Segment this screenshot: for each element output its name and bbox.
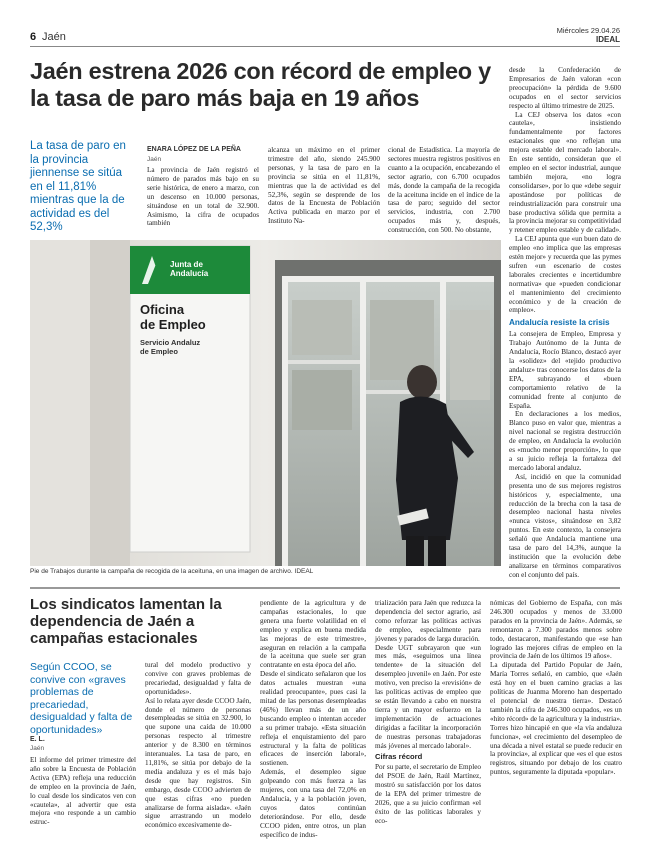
sign-brand: Junta de Andalucía	[170, 260, 209, 278]
paragraph: Así, incidió en que la comunidad presenta uno de sus mejores registros históricos y, especialmente, una reducción de la brecha con la tasa de desempleo nacional hasta niveles «nunca vistos», situándose en 3,82 puntos. En este contexto, la consejera señaló que Andalucía mantiene una tasa de paro del 14,3%, aunque la institución que la evolución debe analizarse en términos comparativos con el conjunto del país.	[509, 472, 621, 579]
article-headline: Jaén estrena 2026 con récord de empleo y la tasa de paro más baja en 19 años	[30, 58, 491, 111]
sign-subtitle-line-1: Servicio Andaluz	[140, 338, 201, 347]
sign-title-line-2: de Empleo	[140, 317, 206, 332]
article-column-2: alcanza un máximo en el primer trimestre del año, siendo 245.900 personas, y la tasa de paro en la provincia se sitúa en el 11,81%, mientras que la de actividad es del 52,3%, según se desprende de los datos de la Encuesta de Población Activa publicada en marzo por el Instituto Na-	[268, 146, 380, 226]
article2-column-2: tural del modelo productivo y convive con graves problemas de precariedad, desigualdad y falta de oportunidades». Así lo relata ayer desde CCOO Jaén, donde el número de personas desempleadas se sitúa en 32.900, lo que supone una caída de 10.000 personas respecto al trimestre anterior y de 8.300 en términos interanuales. La tasa de paro, en 11,81%, se sitúa por debajo de la media andaluza y es el más bajo desde que hay registros. Sin embargo, desde CCOO advierten de que estas cifras «no pueden analizarse de forma aislada». «Jaén sigue arrastrando un modelo económico excesivamente de-	[145, 661, 251, 830]
article2-column-1: El informe del primer trimestre del año sobre la Encuesta de Población Activa (EPA) refleja una reducción de empleo en la provincia de Jaén, lo cual desde los sindicatos ven con «cautela», al advertir que esta mejora «no responde a un cambio estruc-	[30, 756, 136, 827]
article-subhead: Andalucía resiste la crisis	[509, 318, 610, 328]
sign-title	[140, 302, 248, 332]
article2-headline: Los sindicatos lamentan la dependencia de Jaén a campañas estacionales	[30, 596, 222, 647]
article2-lead: Según CCOO, se convive con «graves problemas de precariedad, desigualdad y falta de oportunidades»	[30, 661, 133, 736]
article2-subhead: Cifras récord	[375, 752, 423, 762]
paragraph: Por su parte, el secretario de Empleo del PSOE de Jaén, Raúl Martínez, mostró su satisfacción por los datos de la EPA del primer trimestre de 2026, que a su juicio confirman «el éxito de las políticas laborales y eco-	[375, 763, 481, 825]
publication-info	[557, 26, 620, 44]
section-divider	[30, 587, 620, 589]
paragraph: En declaraciones a los medios, Blanco puso en valor que, mientras a nivel nacional se registra destrucción de empleo, en Andalucía la evolución es «mucho menor proporción», lo que a su juicio refleja la fortaleza del mercado laboral andaluz.	[509, 410, 621, 472]
paragraph: desde la Confederación de Empresarios de Jaén valoran «con preocupación» la pérdida de 9.600 ocupados en el sector servicios respecto al último trimestre de 2025.	[509, 66, 621, 110]
photo-caption: Pie de Trabajos durante la campaña de recogida de la aceituna, en una imagen de archivo. IDEAL	[30, 568, 314, 575]
article-column-4	[509, 66, 621, 580]
paragraph: La CEJ observa los datos «con cautela», insistiendo fundamentalmente por factores estacionales que «no reflejan una mejora estable del mercado laboral». En este sentido, consideran que el empleo en el sector industrial, aunque también mejora, «no logra consolidarse», por lo que «debe seguir apostándose por políticas de reindustrialización para construir una base productiva sólida que permita a la provincia mejorar su competitividad y retener empleo estable y de calidad».	[509, 110, 621, 235]
sign-title-line-1: Oficina	[140, 302, 185, 317]
article2-column-5: nómicas del Gobierno de España, con más 246.300 ocupados y menos de 33.000 parados en la provincia de Jaén». Además, se remontaron a 7.300 parados menos sobre todo, destacaron, manifestando que «se han logrado las mejores cifras de empleo en la provincia de Jaén de los últimos 19 años». La diputada del Partido Popular de Jaén, María Torres señaló, en cambio, que «Jaén está hoy en el buen camino gracias a las políticas de Juanma Moreno han despertado el potencial de nuestra tierra». Destacó también la cifra de 246.300 ocupados, «es un «hito récord» de la agricultura y la industria». Torres hizo hincapié en que «la vía andaluza funciona», «el crecimiento del desempleo de una década a nivel estatal se puede reducir en la provincia», al explicar que «es el que estos registros, situando por debajo de los cuatro puntos, seguramente la diputada «popular».	[490, 599, 622, 777]
header-rule	[30, 46, 620, 47]
article-photo	[30, 240, 501, 566]
publication-date: Miércoles 29.04.26	[556, 26, 620, 35]
article-location: Jaén	[147, 156, 162, 163]
article2-byline: E. L.	[30, 736, 45, 743]
article2-column-4	[375, 599, 481, 826]
article2-location: Jaén	[30, 745, 45, 752]
section-label: Jaén	[42, 31, 66, 43]
page-number: 6	[30, 31, 37, 43]
paragraph: La consejera de Empleo, Empresa y Trabajo Autónomo de la Junta de Andalucía, Rocío Blanco, destacó ayer la «solidez» del «tejido productivo andaluz» tras conocerse los datos de la EPA, subrayando el «buen comportamiento relativo de la comunidad frente al conjunto de España.	[509, 330, 621, 410]
article-column-1: La provincia de Jaén registró el número de parados más bajo en su serie histórica, de enero a marzo, con un descenso en 10.000 personas, situándose en un total de 32.900. Asimismo, la cifra de ocupados también	[147, 166, 259, 228]
paragraph: La CEJ apunta que «un buen dato de empleo «no implica que las empresas estén mejor» y recuerda que las pymes sufren «un escenario de costes laborales crecientes e incertidumbre normativa» que «pueden condicionar el mantenimiento del crecimiento económico y de la creación de empleo».	[509, 235, 621, 315]
article-byline: ENARA LÓPEZ DE LA PEÑA	[147, 146, 241, 153]
sign-subtitle	[140, 338, 248, 356]
article-column-3: cional de Estadística. La mayoría de sectores muestra registros positivos en cuanto a la ocupación, encabezando el sector agrario, con 6.700 ocupados más, donde la campaña de la recogida de la aceituna incide en el índice de la tasa de paro; seguido del sector servicios, industria, con 2.700 ocupados más y, después, construcción, con 500. No obstante,	[388, 146, 500, 235]
article-lead: La tasa de paro en la provincia jiennense se sitúa en el 11,81% mientras que la de actividad es del 52,3%	[30, 140, 126, 233]
publication-brand: IDEAL	[596, 35, 620, 44]
sign-subtitle-line-2: de Empleo	[140, 347, 178, 356]
employment-office-photo	[30, 240, 501, 566]
paragraph: trialización para Jaén que reduzca la dependencia del sector agrario, así como reforzar las políticas activas de empleo, especialmente para jóvenes y parados de larga duración. Desde UGT subrayaron que «un mes más, «seguimos una línea tendente» de la situación del desempleo juvenil» en Jaén. Por este motivo, ven preciso la «revisión» de las políticas activas de empleo que se están llevando a cabo en nuestra tierra y un mayor esfuerzo en la implementación de actuaciones dirigidas a facilitar la incorporación de nuestras personas trabajadoras más jóvenes al mercado laboral».	[375, 599, 481, 750]
article2-column-3: pendiente de la agricultura y de campañas estacionales, lo que genera una fuerte volatilidad en el empleo y explica en buena medida las mejoras de este trimestre», aseguran en relación a la campaña de la aceituna que suele ser gran contratante en esta época del año. Desde el sindicato señalaron que los datos actuales muestran «una realidad preocupante», pues casi la mitad de las personas desempleadas (46%) llevan más de un año buscando empleo o intentan acceder a su primer trabajo. «Esta situación refleja el enquistamiento del paro estructural y la falta de políticas eficaces de inserción laboral», sostienen. Además, el desempleo sigue golpeando con más fuerza a las mujeres, con una tasa del 72,0% en Andalucía, y a la población joven, cuyos datos continúan deteriorándose. Por ello, desde CCOO piden, entre otros, un plan específico de indus-	[260, 599, 366, 839]
